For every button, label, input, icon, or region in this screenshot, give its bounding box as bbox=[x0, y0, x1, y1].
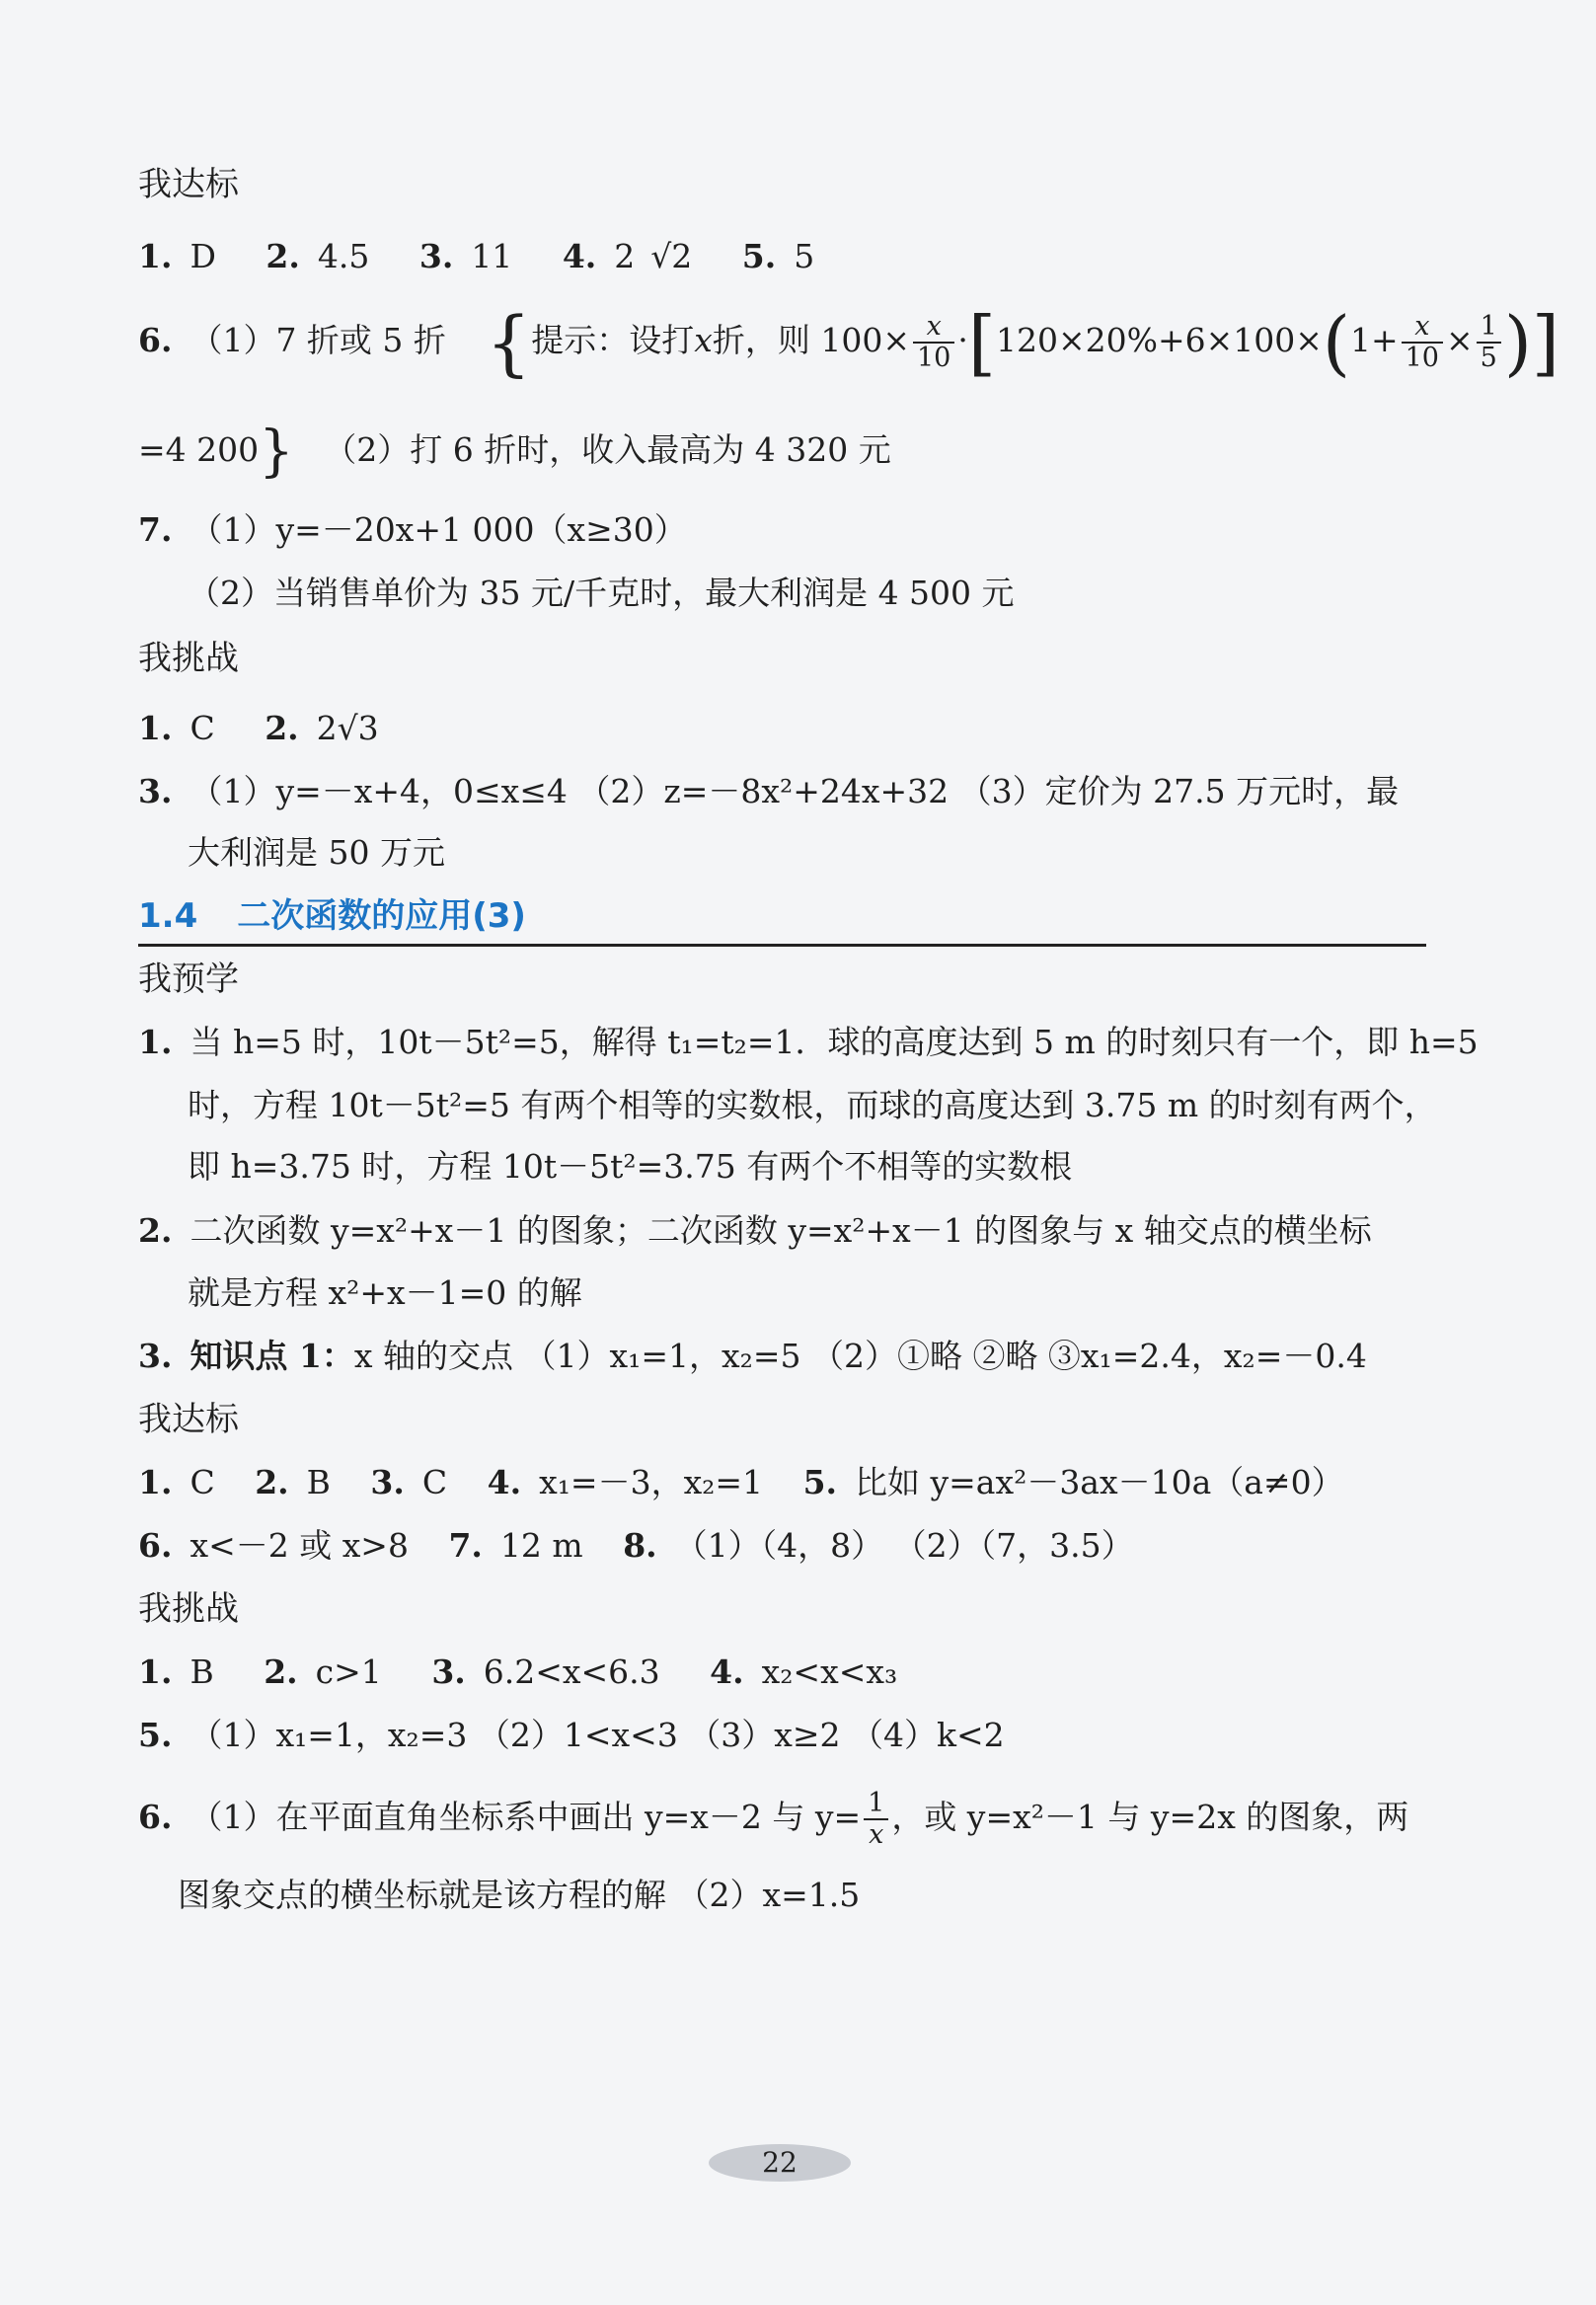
answer: 比如 y=ax²－3ax－10a（a≠0） bbox=[855, 1463, 1344, 1501]
fraction-x-over-10 bbox=[1402, 312, 1443, 373]
q7-part1: （1）y=－20x+1 000（x≥30） bbox=[190, 510, 687, 549]
heading-wo-yuxue: 我预学 bbox=[138, 960, 239, 999]
frac-num: x bbox=[913, 312, 954, 344]
q-num: 5. bbox=[741, 237, 777, 275]
var-x: x bbox=[694, 321, 713, 359]
q6-part1: （1）7 折或 5 折 bbox=[190, 321, 446, 359]
fraction-1-over-5 bbox=[1477, 312, 1501, 373]
q-num: 3. bbox=[431, 1652, 466, 1691]
frac-den: x bbox=[869, 1819, 884, 1850]
frac-den: 10 bbox=[917, 343, 951, 373]
tiaozhan2-line-2 bbox=[138, 1714, 1448, 1757]
q-num: 2. bbox=[265, 709, 299, 747]
times: × bbox=[1445, 321, 1474, 359]
q-num: 2. bbox=[255, 1463, 289, 1501]
q-num: 3. bbox=[418, 237, 454, 275]
q6-pre: （1）在平面直角坐标系中画出 y=x－2 与 y= bbox=[190, 1798, 862, 1836]
answer: B bbox=[190, 1652, 214, 1691]
q2-line1: 二次函数 y=x²+x－1 的图象；二次函数 y=x²+x－1 的图象与 x 轴交点的横坐标 bbox=[190, 1211, 1372, 1250]
answer: 2 bbox=[614, 237, 636, 275]
section-name: 二次函数的应用(3) bbox=[237, 896, 526, 936]
q-num: 1. bbox=[138, 1652, 173, 1691]
challenge-line-1 bbox=[138, 707, 1448, 750]
q-num: 6. bbox=[138, 321, 173, 359]
q-num: 5. bbox=[138, 1716, 173, 1754]
knowledge-label: 知识点 1： bbox=[190, 1337, 354, 1375]
fraction-1-over-x bbox=[864, 1789, 888, 1850]
q1-line1: 当 h=5 时，10t－5t²=5，解得 t₁=t₂=1．球的高度达到 5 m 的时刻只有一个，即 h=5 bbox=[190, 1023, 1479, 1061]
answer: 11 bbox=[471, 237, 513, 275]
heading-wo-tiaozhan-1: 我挑战 bbox=[138, 639, 239, 678]
answer: 6.2<x<6.3 bbox=[483, 1652, 660, 1691]
q-num: 8. bbox=[623, 1526, 657, 1565]
answer-q6 bbox=[138, 301, 1560, 384]
answer: x₁=－3，x₂=1 bbox=[539, 1463, 764, 1501]
answer: 12 m bbox=[499, 1526, 583, 1565]
heading-wo-dabiao-1: 我达标 bbox=[138, 165, 239, 204]
q-num: 2. bbox=[264, 1652, 298, 1691]
preview-q3 bbox=[138, 1335, 1448, 1378]
answer: C bbox=[190, 1463, 215, 1501]
q-num: 1. bbox=[138, 1463, 173, 1501]
q-num: 3. bbox=[138, 1337, 173, 1375]
tiaozhan2-q6-2: 图象交点的横坐标就是该方程的解 （2）x=1.5 bbox=[178, 1876, 861, 1914]
dabiao2-line-2 bbox=[138, 1524, 1448, 1568]
left-paren: ( bbox=[1322, 301, 1350, 384]
q-num: 1. bbox=[138, 1023, 173, 1061]
answer: （1）（4，8） （2）（7，3.5） bbox=[674, 1526, 1134, 1565]
page-number: 22 bbox=[709, 2144, 851, 2182]
q-num: 7. bbox=[138, 510, 173, 549]
answer-q7-2: （2）当销售单价为 35 元/千克时，最大利润是 4 500 元 bbox=[188, 574, 1015, 612]
answer: x₂<x<x₃ bbox=[761, 1652, 898, 1691]
answer: 4.5 bbox=[317, 237, 370, 275]
right-bracket: ] bbox=[1531, 301, 1560, 384]
eq-4200: =4 200 bbox=[138, 430, 260, 469]
challenge-q3-1 bbox=[138, 770, 1448, 813]
tiaozhan2-line-1 bbox=[138, 1651, 1448, 1694]
answer: 2√3 bbox=[316, 709, 379, 747]
q6-part2: （2）打 6 折时，收入最高为 4 320 元 bbox=[324, 430, 891, 469]
preview-q1-3: 即 h=3.75 时，方程 10t－5t²=3.75 有两个不相等的实数根 bbox=[188, 1147, 1073, 1186]
frac-num: 1 bbox=[864, 1789, 888, 1820]
right-paren: ) bbox=[1503, 301, 1532, 384]
preview-q1-2: 时，方程 10t－5t²=5 有两个相等的实数根，而球的高度达到 3.75 m 的时刻有两个， bbox=[188, 1086, 1437, 1124]
q-num: 1. bbox=[138, 237, 173, 275]
q6-post: ，或 y=x²－1 与 y=2x 的图象，两 bbox=[891, 1798, 1409, 1836]
expr1: 120×20%+6×100× bbox=[995, 321, 1323, 359]
q-num: 5. bbox=[802, 1463, 838, 1501]
frac-num: x bbox=[1402, 312, 1443, 344]
right-brace: } bbox=[259, 420, 294, 484]
heading-wo-tiaozhan-2: 我挑战 bbox=[138, 1589, 239, 1629]
preview-q2-1 bbox=[138, 1209, 1448, 1253]
q3-text: （1）y=－x+4，0≤x≤4 （2）z=－8x²+24x+32 （3）定价为 27.5 万元时，最 bbox=[190, 772, 1400, 810]
answer: C bbox=[190, 709, 215, 747]
answer: （1）x₁=1，x₂=3 （2）1<x<3 （3）x≥2 （4）k<2 bbox=[190, 1716, 1005, 1754]
answer: c>1 bbox=[315, 1652, 382, 1691]
section-title bbox=[138, 888, 1426, 947]
q-num: 3. bbox=[370, 1463, 405, 1501]
dot: · bbox=[957, 321, 968, 359]
answer: C bbox=[421, 1463, 448, 1501]
q-num: 4. bbox=[562, 237, 597, 275]
section-number: 1.4 bbox=[138, 896, 198, 936]
q3-text: x 轴的交点 （1）x₁=1，x₂=5 （2）①略 ②略 ③x₁=2.4，x₂=－0.4 bbox=[353, 1337, 1367, 1375]
answer: D bbox=[190, 237, 216, 275]
q-num: 4. bbox=[710, 1652, 744, 1691]
q-num: 2. bbox=[138, 1211, 173, 1250]
q-num: 7. bbox=[448, 1526, 483, 1565]
q-num: 4. bbox=[487, 1463, 522, 1501]
q-num: 3. bbox=[138, 772, 173, 810]
hint-mid: 折，则 100× bbox=[712, 321, 910, 359]
answer: B bbox=[306, 1463, 331, 1501]
answer-sqrt: √2 bbox=[650, 237, 693, 275]
frac-num: 1 bbox=[1477, 312, 1501, 344]
preview-q2-2: 就是方程 x²+x－1=0 的解 bbox=[188, 1273, 582, 1312]
answer: x<－2 或 x>8 bbox=[190, 1526, 409, 1565]
q-num: 1. bbox=[138, 709, 173, 747]
fraction-x-over-10 bbox=[913, 312, 954, 373]
answer-q7-1 bbox=[138, 508, 1448, 552]
frac-den: 10 bbox=[1405, 343, 1439, 373]
left-brace: { bbox=[486, 301, 532, 384]
answer: 5 bbox=[794, 237, 815, 275]
preview-q1-1 bbox=[138, 1021, 1479, 1064]
q-num: 6. bbox=[138, 1798, 173, 1836]
frac-den: 5 bbox=[1480, 343, 1497, 373]
heading-wo-dabiao-2: 我达标 bbox=[138, 1400, 239, 1439]
hint-pre: 提示：设打 bbox=[531, 321, 695, 359]
tiaozhan2-q6-1 bbox=[138, 1785, 1448, 1850]
challenge-q3-2: 大利润是 50 万元 bbox=[188, 833, 445, 872]
one-plus: 1+ bbox=[1349, 321, 1399, 359]
dabiao2-line-1 bbox=[138, 1461, 1448, 1504]
left-bracket: [ bbox=[967, 301, 996, 384]
q-num: 6. bbox=[138, 1526, 173, 1565]
q-num: 2. bbox=[266, 237, 300, 275]
answer-q6-cont bbox=[138, 420, 1448, 484]
answer-line-1 bbox=[138, 235, 1448, 278]
